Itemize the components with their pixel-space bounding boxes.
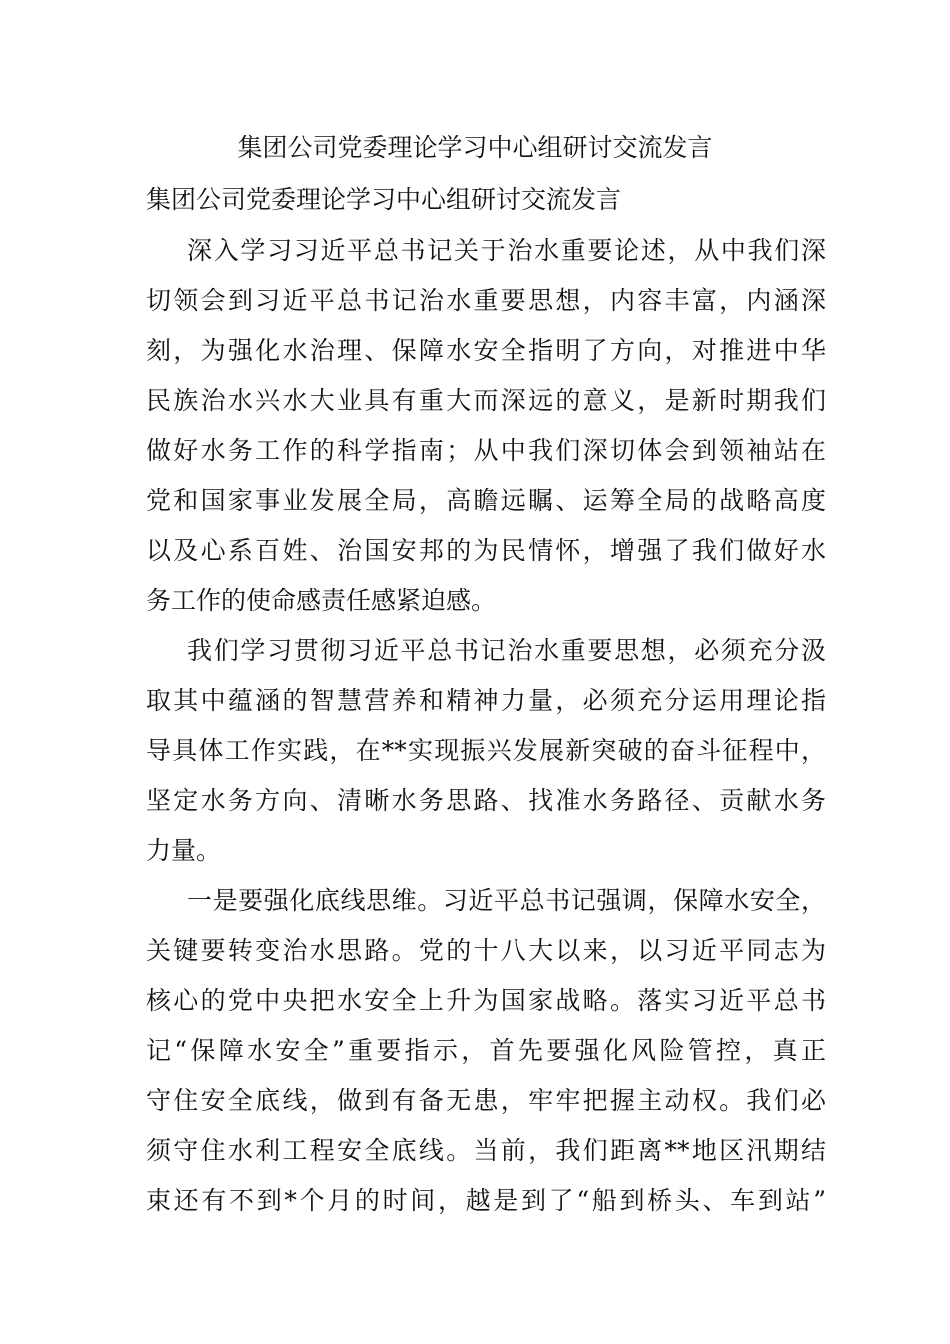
paragraph-line: 民族治水兴水大业具有重大而深远的意义，是新时期我们 [146,386,826,415]
paragraph-line: 以及心系百姓、治国安邦的为民情怀，增强了我们做好水 [146,536,826,565]
paragraph-2 [146,626,826,876]
paragraph-line: 记“保障水安全”重要指示，首先要强化风险管控，真正 [146,1036,826,1065]
document-title: 集团公司党委理论学习中心组研讨交流发言 [237,133,713,162]
paragraph-1 [146,226,826,626]
paragraph-line: 束还有不到*个月的时间，越是到了“船到桥头、车到站” [146,1186,826,1215]
paragraph-line: 做好水务工作的科学指南；从中我们深切体会到领袖站在 [146,436,826,465]
paragraph-line: 力量。 [146,836,222,865]
paragraph-line: 深入学习习近平总书记关于治水重要论述，从中我们深 [187,236,826,265]
paragraph-line: 刻，为强化水治理、保障水安全指明了方向，对推进中华 [146,336,826,365]
paragraph-line: 坚定水务方向、清晰水务思路、找准水务路径、贡献水务 [146,786,826,815]
paragraph-line: 须守住水利工程安全底线。当前，我们距离**地区汛期结 [146,1136,826,1165]
document-body [146,226,826,1226]
paragraph-line: 我们学习贯彻习近平总书记治水重要思想，必须充分汲 [187,636,826,665]
paragraph-line: 务工作的使命感责任感紧迫感。 [146,586,497,615]
paragraph-line: 核心的党中央把水安全上升为国家战略。落实习近平总书 [146,986,826,1015]
paragraph-line: 取其中蕴涵的智慧营养和精神力量，必须充分运用理论指 [146,686,826,715]
paragraph-line: 一是要强化底线思维。习近平总书记强调，保障水安全， [187,886,826,915]
paragraph-line: 党和国家事业发展全局，高瞻远瞩、运筹全局的战略高度 [146,486,826,515]
paragraph-line: 切领会到习近平总书记治水重要思想，内容丰富，内涵深 [146,286,826,315]
paragraph-line: 关键要转变治水思路。党的十八大以来，以习近平同志为 [146,936,826,965]
paragraph-line: 导具体工作实践，在**实现振兴发展新突破的奋斗征程中， [146,736,826,765]
paragraph-3 [146,876,826,1226]
document-subtitle: 集团公司党委理论学习中心组研讨交流发言 [146,185,622,214]
paragraph-line: 守住安全底线，做到有备无患，牢牢把握主动权。我们必 [146,1086,826,1115]
